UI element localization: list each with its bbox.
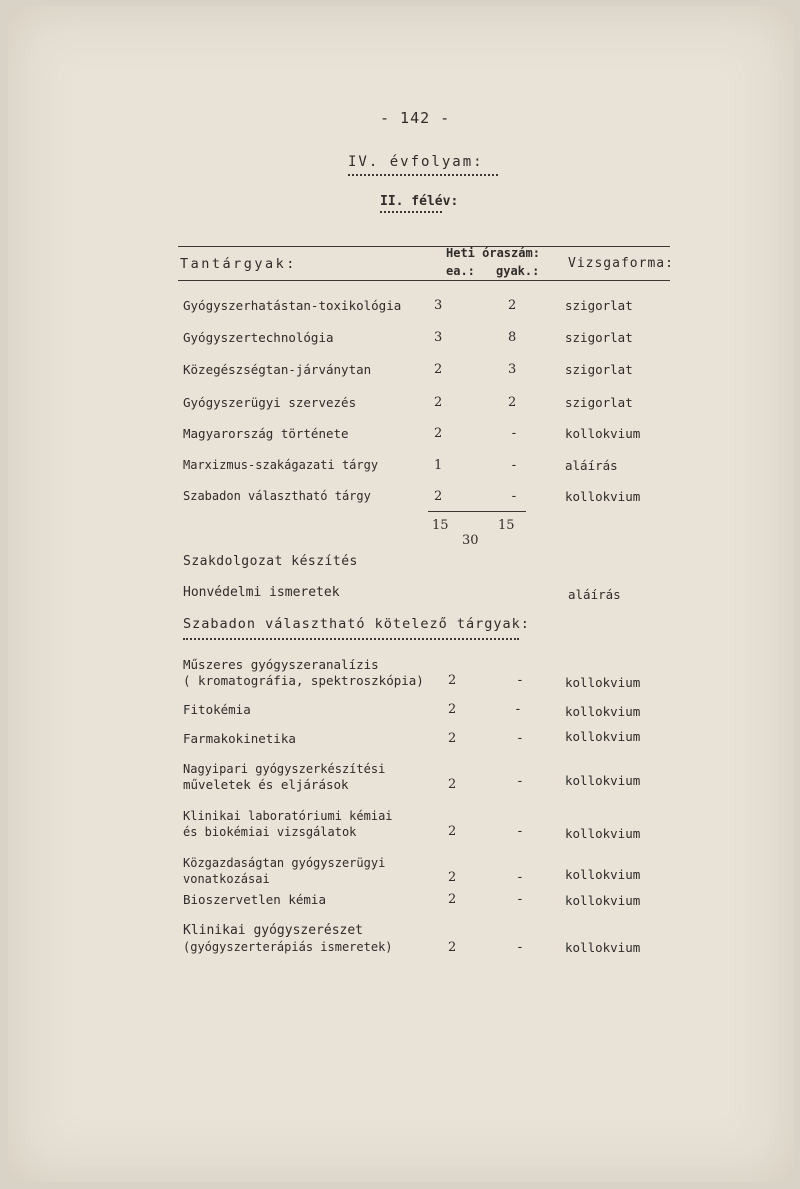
list-item bbox=[183, 892, 326, 908]
exam-form: kollokvium bbox=[565, 489, 641, 504]
practice-hours: 3 bbox=[508, 362, 517, 377]
list-item bbox=[183, 657, 424, 689]
header-weekly-hours: Heti óraszám: bbox=[446, 246, 540, 260]
subject-line-2: (gyógyszerterápiás ismeretek) bbox=[183, 940, 393, 954]
lecture-hours: 1 bbox=[434, 458, 443, 473]
subject-line-1: Klinikai laboratóriumi kémiai bbox=[183, 809, 393, 823]
total-practice: 15 bbox=[498, 518, 515, 533]
semester-heading: II. félév: bbox=[380, 194, 459, 209]
page-number: - 142 - bbox=[380, 109, 451, 127]
practice-hours: - bbox=[516, 673, 524, 688]
lecture-hours: 2 bbox=[434, 395, 443, 410]
defense-item: Honvédelmi ismeretek bbox=[183, 585, 340, 600]
exam-form: szigorlat bbox=[565, 330, 633, 345]
lecture-hours: 3 bbox=[434, 330, 443, 345]
elective-title-underline bbox=[183, 638, 519, 640]
subject-line-2: műveletek és eljárások bbox=[183, 777, 349, 792]
practice-hours: 8 bbox=[508, 330, 517, 345]
list-item bbox=[183, 761, 385, 793]
total-lecture: 15 bbox=[432, 518, 449, 533]
list-item: Szabadon választható tárgy bbox=[183, 489, 371, 503]
list-item: Közegészségtan-járványtan bbox=[183, 362, 372, 377]
exam-form: kollokvium bbox=[565, 773, 641, 788]
subject-line-1: Nagyipari gyógyszerkészítési bbox=[183, 762, 386, 776]
practice-hours: - bbox=[516, 731, 524, 746]
elective-section-title: Szabadon választható kötelező tárgyak: bbox=[183, 616, 530, 632]
practice-hours: 2 bbox=[508, 395, 517, 410]
totals-rule bbox=[428, 511, 526, 512]
exam-form: kollokvium bbox=[565, 729, 641, 744]
year-heading-underline bbox=[348, 174, 498, 176]
header-practice: gyak.: bbox=[496, 264, 540, 278]
list-item bbox=[183, 808, 393, 840]
practice-hours: - bbox=[514, 702, 522, 717]
exam-form: kollokvium bbox=[565, 893, 641, 908]
practice-hours: 2 bbox=[508, 298, 517, 313]
subject-line-1: Bioszervetlen kémia bbox=[183, 892, 326, 907]
lecture-hours: 2 bbox=[448, 673, 457, 688]
list-item: Marxizmus-szakágazati tárgy bbox=[183, 458, 379, 472]
list-item: Magyarország története bbox=[183, 426, 349, 441]
lecture-hours: 2 bbox=[448, 702, 457, 717]
practice-hours: - bbox=[510, 458, 518, 473]
header-top-rule bbox=[178, 246, 670, 247]
lecture-hours: 3 bbox=[434, 298, 443, 313]
lecture-hours: 2 bbox=[448, 892, 457, 907]
defense-exam: aláírás bbox=[568, 587, 621, 602]
header-subjects: Tantárgyak: bbox=[180, 256, 297, 272]
practice-hours: - bbox=[516, 824, 524, 839]
subject-line-1: Közgazdaságtan gyógyszerügyi bbox=[183, 856, 386, 870]
practice-hours: - bbox=[516, 870, 524, 885]
exam-form: szigorlat bbox=[565, 395, 633, 410]
subject-line-1: Klinikai gyógyszerészet bbox=[183, 923, 364, 938]
lecture-hours: 2 bbox=[434, 426, 443, 441]
practice-hours: - bbox=[516, 940, 524, 955]
list-item: Gyógyszertechnológia bbox=[183, 330, 334, 345]
exam-form: kollokvium bbox=[565, 940, 641, 955]
semester-heading-underline bbox=[380, 211, 442, 213]
lecture-hours: 2 bbox=[448, 777, 457, 792]
list-item bbox=[183, 855, 385, 887]
exam-form: szigorlat bbox=[565, 362, 633, 377]
year-heading: IV. évfolyam: bbox=[348, 154, 484, 170]
list-item bbox=[183, 702, 251, 718]
lecture-hours: 2 bbox=[448, 824, 457, 839]
exam-form: aláírás bbox=[565, 458, 618, 473]
exam-form: kollokvium bbox=[565, 704, 641, 719]
header-exam-form: Vizsgaforma: bbox=[568, 256, 674, 271]
header-lecture: ea.: bbox=[446, 264, 475, 278]
lecture-hours: 2 bbox=[448, 940, 457, 955]
list-item: Gyógyszerügyi szervezés bbox=[183, 395, 357, 410]
practice-hours: - bbox=[516, 892, 524, 907]
list-item: Gyógyszerhatástan-toxikológia bbox=[183, 298, 402, 313]
document-page bbox=[8, 6, 794, 1182]
subject-line-1: Farmakokinetika bbox=[183, 731, 296, 746]
total-combined: 30 bbox=[462, 533, 479, 548]
thesis-item: Szakdolgozat készítés bbox=[183, 554, 358, 569]
subject-line-2: vonatkozásai bbox=[183, 872, 270, 886]
exam-form: szigorlat bbox=[565, 298, 633, 313]
list-item bbox=[183, 923, 393, 955]
exam-form: kollokvium bbox=[565, 675, 641, 690]
header-bottom-rule bbox=[178, 280, 670, 281]
subject-line-1: Fitokémia bbox=[183, 702, 251, 717]
lecture-hours: 2 bbox=[448, 731, 457, 746]
lecture-hours: 2 bbox=[434, 489, 443, 504]
list-item bbox=[183, 731, 296, 747]
lecture-hours: 2 bbox=[448, 870, 457, 885]
subject-line-2: ( kromatográfia, spektroszkópia) bbox=[183, 673, 424, 688]
exam-form: kollokvium bbox=[565, 826, 641, 841]
subject-line-2: és biokémiai vizsgálatok bbox=[183, 825, 357, 839]
lecture-hours: 2 bbox=[434, 362, 443, 377]
exam-form: kollokvium bbox=[565, 426, 641, 441]
practice-hours: - bbox=[510, 489, 518, 504]
exam-form: kollokvium bbox=[565, 867, 641, 882]
practice-hours: - bbox=[510, 426, 518, 441]
subject-line-1: Műszeres gyógyszeranalízis bbox=[183, 657, 379, 672]
practice-hours: - bbox=[516, 774, 524, 789]
